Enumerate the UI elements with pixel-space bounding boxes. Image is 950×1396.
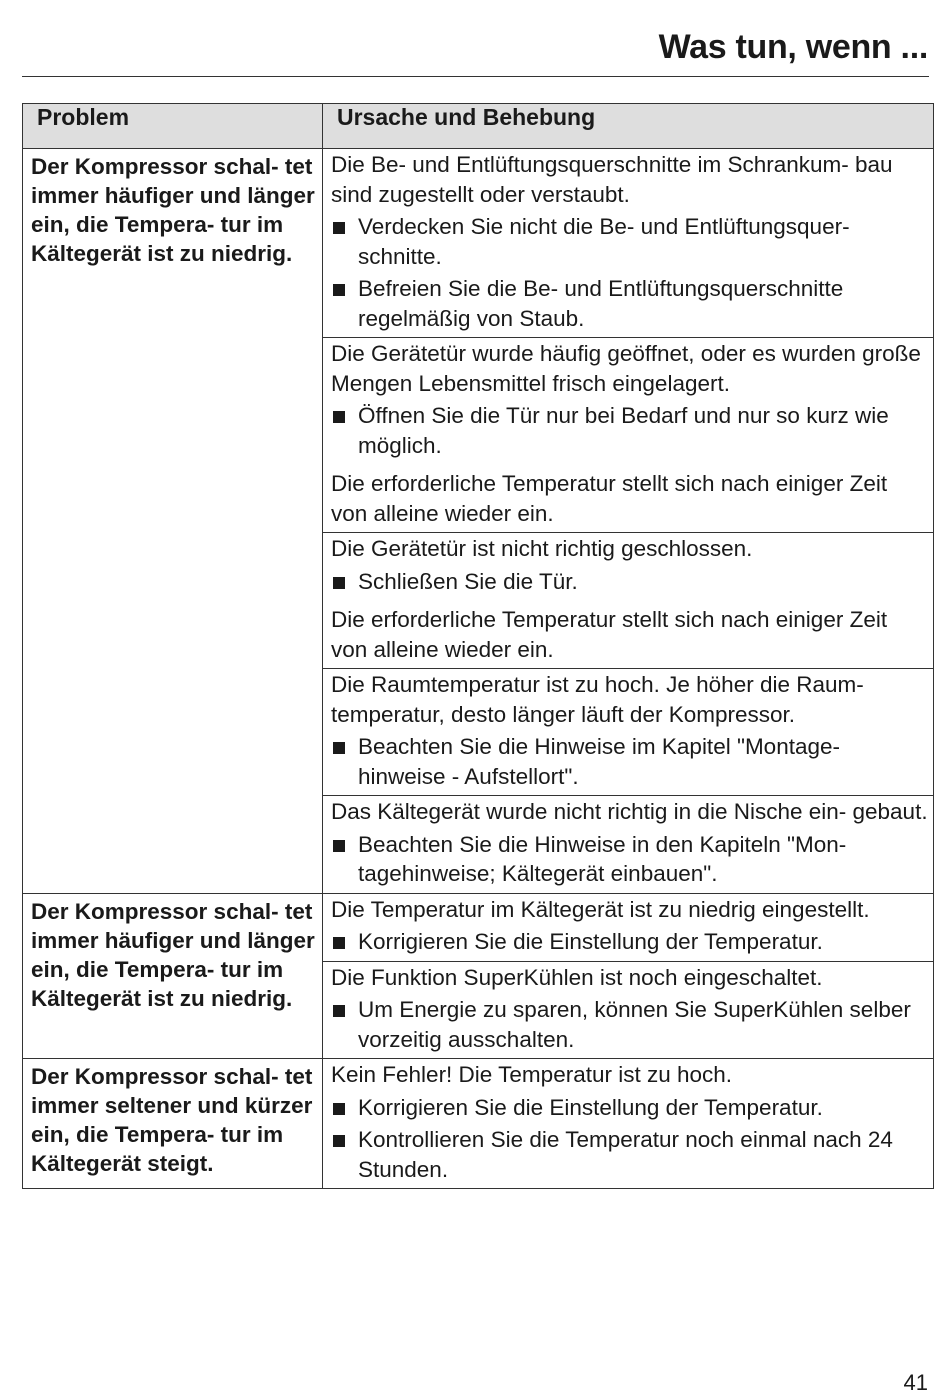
remedy-item: Korrigieren Sie die Einstellung der Temperatur. — [331, 927, 929, 957]
remedy-item: Öffnen Sie die Tür nur bei Bedarf und nur so kurz wie möglich. — [331, 401, 929, 460]
cause-cell — [323, 149, 934, 338]
header-divider — [22, 76, 929, 77]
page-number: 41 — [903, 1370, 928, 1395]
table-row — [23, 893, 934, 961]
cause-cell — [323, 1059, 934, 1189]
cause-text: Die Gerätetür ist nicht richtig geschlossen. — [331, 536, 753, 561]
column-header-problem: Problem — [23, 104, 323, 149]
remedy-item: Beachten Sie die Hinweise in den Kapiteln "Mon- tagehinweise; Kältegerät einbauen". — [331, 830, 929, 889]
remedy-item: Schließen Sie die Tür. — [331, 567, 929, 597]
cause-note: Die erforderliche Temperatur stellt sich nach einiger Zeit von alleine wieder ein. — [331, 607, 888, 662]
cause-cell — [323, 533, 934, 669]
remedy-item: Korrigieren Sie die Einstellung der Temperatur. — [331, 1093, 929, 1123]
cause-text: Die Funktion SuperKühlen ist noch eingeschaltet. — [331, 964, 823, 990]
cause-cell — [323, 893, 934, 961]
problem-cell: Der Kompressor schal- tet immer häufiger und länger ein, die Tempera- tur im Kältegerät ist zu niedrig. — [23, 893, 323, 1059]
remedy-item: Um Energie zu sparen, können Sie SuperKühlen selber vorzeitig ausschalten. — [331, 995, 929, 1054]
cause-text: Kein Fehler! Die Temperatur ist zu hoch. — [331, 1062, 733, 1087]
cause-text: Die Gerätetür wurde häufig geöffnet, oder es wurden große Mengen Lebensmittel frisch eingelagert. — [331, 341, 921, 396]
remedy-item: Verdecken Sie nicht die Be- und Entlüftungsquer- schnitte. — [331, 212, 929, 271]
cause-text: Die Be- und Entlüftungsquerschnitte im Schrankum- bau sind zugestellt oder verstaubt. — [331, 152, 893, 207]
table-row — [23, 1059, 934, 1189]
table-body — [23, 149, 934, 1189]
cause-text: Das Kältegerät wurde nicht richtig in die Nische ein- gebaut. — [331, 799, 928, 824]
troubleshooting-table — [22, 103, 934, 1189]
cause-cell — [323, 669, 934, 796]
remedy-item: Beachten Sie die Hinweise im Kapitel "Montage- hinweise - Aufstellort". — [331, 732, 929, 791]
cause-cell — [323, 961, 934, 1059]
table-row — [23, 149, 934, 338]
page-title: Was tun, wenn ... — [658, 28, 928, 66]
cause-note: Die erforderliche Temperatur stellt sich nach einiger Zeit von alleine wieder ein. — [331, 471, 888, 526]
cause-cell — [323, 796, 934, 894]
cause-text: Die Temperatur im Kältegerät ist zu niedrig eingestellt. — [331, 896, 870, 922]
cause-text: Die Raumtemperatur ist zu hoch. Je höher die Raum- temperatur, desto länger läuft der Kompressor. — [331, 672, 864, 727]
problem-cell: Der Kompressor schal- tet immer seltener und kürzer ein, die Tempera- tur im Kältegerät steigt. — [23, 1059, 323, 1189]
remedy-item: Kontrollieren Sie die Temperatur noch einmal nach 24 Stunden. — [331, 1125, 929, 1184]
table-header-row — [23, 104, 934, 149]
cause-cell — [323, 338, 934, 533]
column-header-cause: Ursache und Behebung — [323, 104, 934, 149]
problem-cell: Der Kompressor schal- tet immer häufiger und länger ein, die Tempera- tur im Kältegerät ist zu niedrig. — [23, 149, 323, 894]
remedy-item: Befreien Sie die Be- und Entlüftungsquerschnitte regelmäßig von Staub. — [331, 274, 929, 333]
